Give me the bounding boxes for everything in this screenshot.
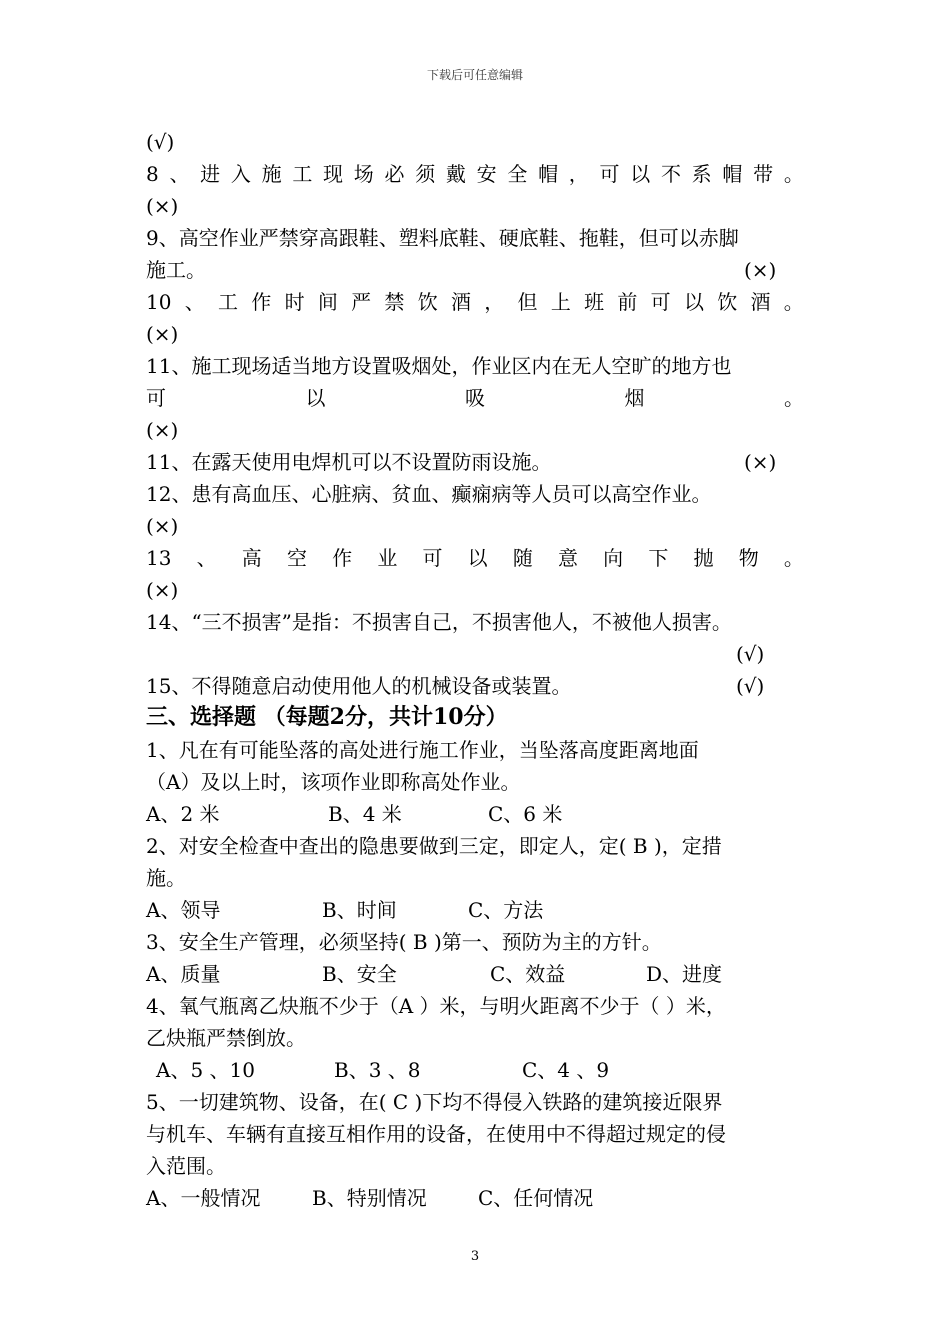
option-c: C、任何情况	[478, 1186, 594, 1210]
text-char: 必	[384, 162, 405, 186]
text-char: 吸	[465, 386, 485, 410]
choice-question-2-line2: 施。	[146, 866, 186, 890]
option-b: B、安全	[322, 962, 397, 986]
text-char: 饮	[417, 290, 438, 314]
text-char: ，	[568, 162, 589, 186]
text-char: 场	[353, 162, 374, 186]
text-char: 作	[332, 546, 353, 570]
text-char: 系	[691, 162, 712, 186]
text-char: 前	[617, 290, 638, 314]
text-char: 作	[251, 290, 272, 314]
option-b: B、特别情况	[312, 1186, 427, 1210]
choice-question-4-line2: 乙炔瓶严禁倒放。	[146, 1026, 306, 1050]
text-char: 时	[284, 290, 305, 314]
text-char: 班	[584, 290, 605, 314]
text-char: 业	[377, 546, 398, 570]
text-char: 空	[286, 546, 307, 570]
text-char: 。	[784, 386, 804, 410]
option-b: B、时间	[322, 898, 397, 922]
text-char: 饮	[717, 290, 738, 314]
choice-question-5-line2: 与机车、车辆有直接互相作用的设备，在使用中不得超过规定的侵	[146, 1122, 726, 1146]
text-char: 但	[517, 290, 538, 314]
text-char: 13	[146, 546, 172, 570]
text-char: 8	[146, 162, 159, 186]
text-char: 禁	[384, 290, 405, 314]
answer-mark: (×)	[744, 450, 777, 474]
text-char: 可	[146, 386, 166, 410]
text-char: 意	[558, 546, 578, 570]
text-char: 可	[422, 546, 443, 570]
question-10	[146, 288, 804, 316]
option-a: A、领导	[146, 898, 221, 922]
text-char: 间	[317, 290, 338, 314]
text-char: 帽	[722, 162, 743, 186]
page-header: 下载后可任意编辑	[426, 68, 523, 82]
option-c: C、效益	[490, 962, 566, 986]
text-char: 向	[603, 546, 624, 570]
text-char: 带	[753, 162, 774, 186]
choice-question-2-line1: 2、对安全检查中查出的隐患要做到三定，即定人，定( B )，定措	[146, 834, 722, 858]
text-char: 严	[351, 290, 372, 314]
question-9-line1: 9、高空作业严禁穿高跟鞋、塑料底鞋、硬底鞋、拖鞋，但可以赤脚	[146, 226, 739, 250]
text-char: 。	[783, 546, 804, 570]
answer-mark: (×)	[146, 322, 179, 346]
option-a: A、2 米	[146, 802, 220, 826]
text-char: 以	[305, 386, 326, 410]
option-b: B、3 、8	[334, 1058, 421, 1082]
text-char: 以	[683, 290, 704, 314]
option-a: A、5 、10	[156, 1058, 255, 1082]
text-char: 戴	[445, 162, 466, 186]
text-char: 不	[660, 162, 681, 186]
text-char: 以	[630, 162, 651, 186]
choice-question-5-line1: 5、一切建筑物、设备，在( C )下均不得侵入铁路的建筑接近限界	[146, 1090, 723, 1114]
text-char: 入	[230, 162, 251, 186]
page-number: 3	[470, 1249, 480, 1264]
text-char: 高	[241, 546, 262, 570]
option-a: A、质量	[146, 962, 221, 986]
text-char: 工	[292, 162, 313, 186]
text-char: 烟	[624, 386, 645, 410]
text-char: 工	[218, 290, 239, 314]
question-12: 12、患有高血压、心脏病、贫血、癫痫病等人员可以高空作业。	[146, 482, 712, 506]
answer-mark: (×)	[146, 194, 179, 218]
text-char: 抛	[693, 546, 714, 570]
text-char: 物	[738, 546, 759, 570]
answer-mark: (×)	[146, 418, 179, 442]
choice-question-5-line3: 入范围。	[146, 1154, 226, 1178]
text-char: 现	[323, 162, 344, 186]
answer-mark: (×)	[146, 578, 179, 602]
question-14: 14、“三不损害”是指：不损害自己，不损害他人，不被他人损害。	[146, 610, 732, 634]
text-char: 安	[476, 162, 497, 186]
text-char: 、	[184, 290, 205, 314]
answer-mark: (×)	[744, 258, 777, 282]
choice-question-3: 3、安全生产管理，必须坚持( B )第一、预防为主的方针。	[146, 930, 662, 954]
text-char: 上	[550, 290, 571, 314]
text-char: 酒	[750, 290, 771, 314]
option-c: C、方法	[468, 898, 544, 922]
question-11b: 11、在露天使用电焊机可以不设置防雨设施。	[146, 450, 552, 474]
text-char: 、	[196, 546, 217, 570]
question-13	[146, 544, 804, 572]
question-8	[146, 160, 804, 188]
answer-mark: (√)	[736, 642, 765, 666]
text-char: 帽	[538, 162, 559, 186]
question-11a-line2	[146, 384, 804, 412]
question-11a-line1: 11、施工现场适当地方设置吸烟处，作业区内在无人空旷的地方也	[146, 354, 732, 378]
text-char: 、	[169, 162, 190, 186]
text-char: 酒	[450, 290, 471, 314]
text-char: 。	[783, 290, 804, 314]
section-title: 三、选择题 （每题2分，共计10分）	[146, 704, 508, 730]
text-char: 随	[512, 546, 533, 570]
text-char: 可	[599, 162, 620, 186]
text-char: 可	[650, 290, 671, 314]
option-c: C、4 、9	[522, 1058, 610, 1082]
text-char: 须	[415, 162, 436, 186]
option-d: D、进度	[646, 962, 723, 986]
text-char: 以	[467, 546, 488, 570]
text-char: 下	[648, 546, 669, 570]
answer-mark: (×)	[146, 514, 179, 538]
text-char: 。	[783, 162, 804, 186]
text-char: 进	[200, 162, 221, 186]
text-char: 10	[146, 290, 172, 314]
text-char: 施	[261, 162, 282, 186]
question-15: 15、不得随意启动使用他人的机械设备或装置。	[146, 674, 572, 698]
text-char: 全	[507, 162, 528, 186]
answer-line: (√)	[146, 130, 175, 154]
option-b: B、4 米	[328, 802, 402, 826]
option-a: A、一般情况	[146, 1186, 261, 1210]
answer-mark: (√)	[736, 674, 765, 698]
question-9-line2: 施工。	[146, 258, 206, 282]
choice-question-1-line2: （A）及以上时，该项作业即称高处作业。	[146, 770, 521, 794]
choice-question-1-line1: 1、凡在有可能坠落的高处进行施工作业，当坠落高度距离地面	[146, 738, 699, 762]
choice-question-4-line1: 4、氧气瓶离乙炔瓶不少于（A ）米，与明火距离不少于（ ）米，	[146, 994, 726, 1018]
text-char: ，	[484, 290, 505, 314]
option-c: C、6 米	[488, 802, 563, 826]
